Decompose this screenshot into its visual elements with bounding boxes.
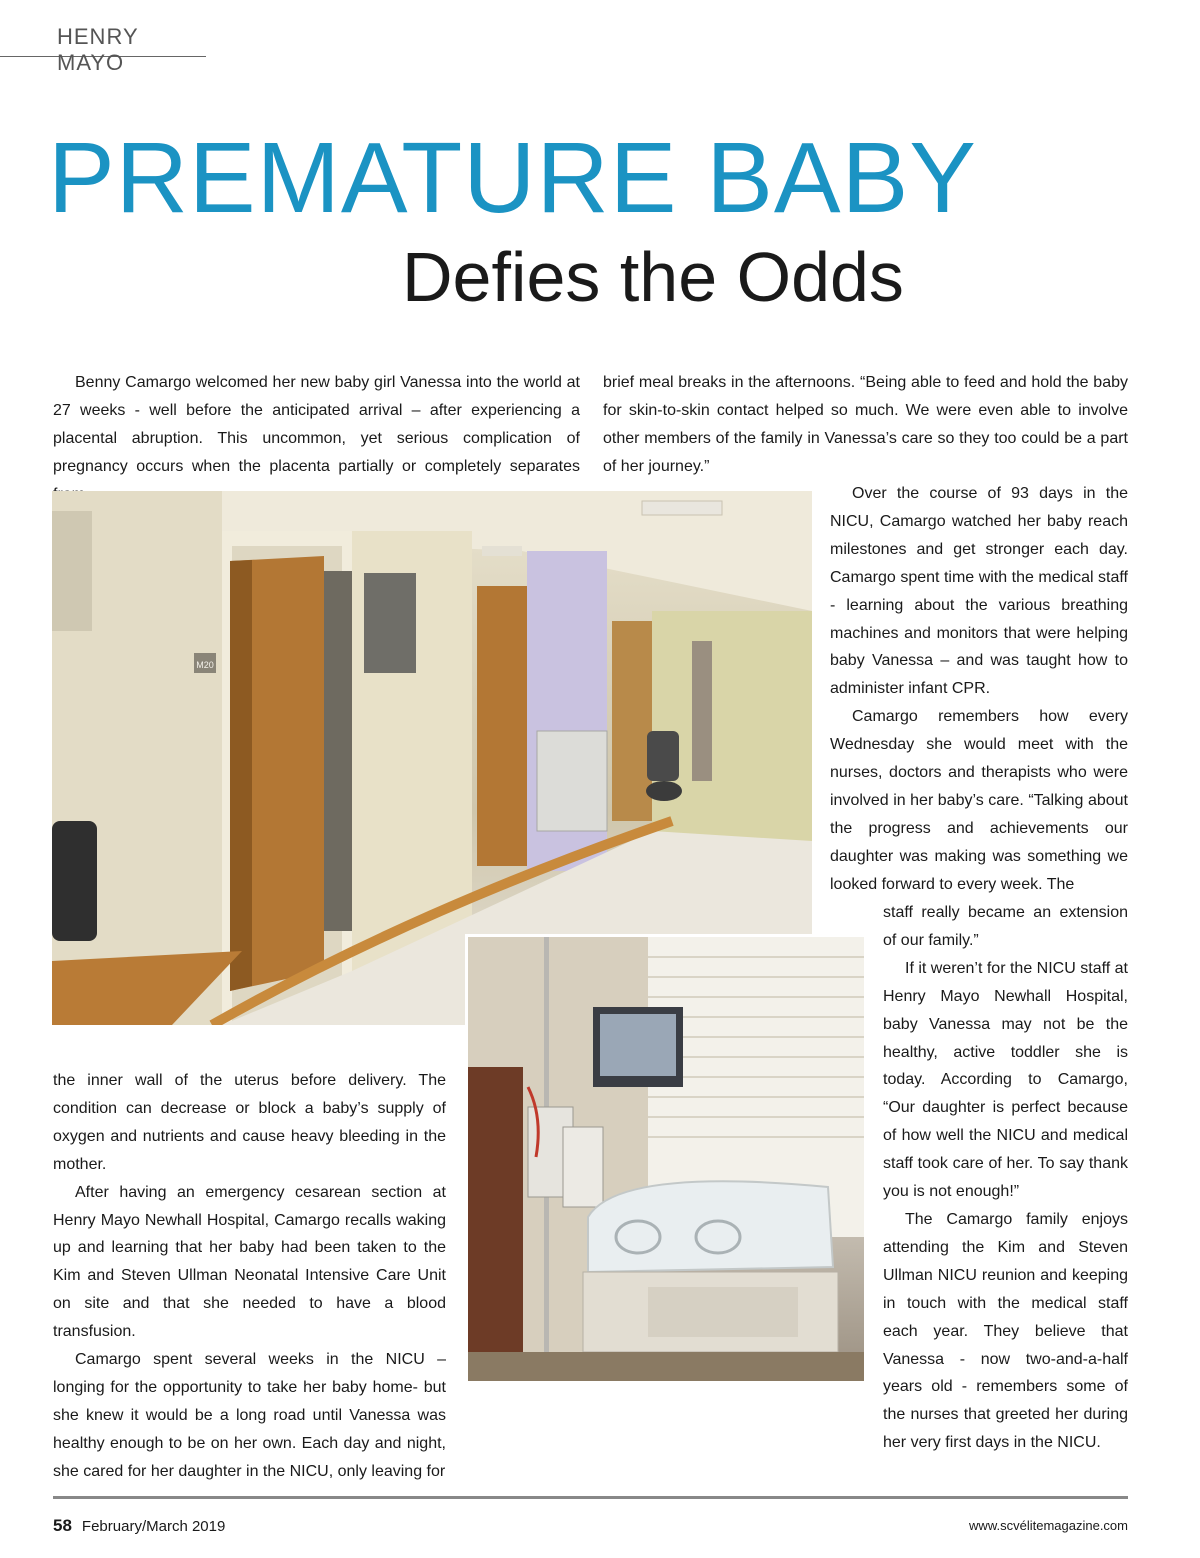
footer-left — [53, 1516, 225, 1536]
article-column-1-top — [53, 369, 580, 509]
article-column-2-middle — [830, 480, 1128, 899]
issue-date: February/March 2019 — [81, 1518, 226, 1535]
incubator-illustration — [468, 937, 864, 1381]
article-column-1-bottom — [53, 1067, 446, 1486]
section-tag — [0, 0, 206, 75]
paragraph: Benny Camargo welcomed her new baby girl Vanessa into the world at 27 weeks - well before the anticipated arrival – after experiencing a placental abruption. This uncommon, yet serious complication of pregnancy occurs when the placenta partially or completely separates — [53, 374, 580, 475]
paragraph: staff really became an extension of our family.” — [883, 904, 1128, 949]
paragraph: The Camargo family enjoys attending the Kim and Steven Ullman NICU reunion and keeping in touch with the medical staff each year. They believe that Vanessa - now two-and-a-half years old - remembers some of the nurses that greeted her during her very first days in the NICU. — [883, 1210, 1128, 1452]
paragraph: After having an emergency cesarean section at Henry Mayo Newhall Hospital, Camargo recalls waking up and learning that her baby had been taken to the Kim and Steven Ullman Neonatal Intensive Care Unit on site and that she needed to have a blood transfusion. — [53, 1183, 446, 1341]
article-column-2-bottom — [883, 899, 1128, 1457]
section-label: HENRY MAYO — [57, 24, 139, 75]
paragraph: If it weren’t for the NICU staff at Henry Mayo Newhall Hospital, baby Vanessa may not be the healthy, active toddler she is today. According to Camargo, “Our daughter is perfect because of how well the NICU and medical staff took care of her. To say thank you is not enough!” — [883, 959, 1128, 1201]
door-sign-text: M20 — [196, 660, 214, 670]
paragraph: the inner wall of the uterus before delivery. The condition can decrease or block a baby’s supply of oxygen and nutrients and cause heavy bleeding in the mother. — [53, 1072, 446, 1173]
article-column-2-top — [603, 369, 1128, 481]
website-url: www.scvélitemagazine.com — [969, 1518, 1128, 1533]
page-number: 58 — [53, 1516, 72, 1535]
paragraph: Camargo remembers how every Wednesday she would meet with the nurses, doctors and therapists who were involved in her baby’s care. “Talking about the progress and achievements our daughter was making was something we looked forward to every week. The — [830, 708, 1128, 893]
nicu-incubator-photo — [465, 934, 864, 1381]
paragraph: brief meal breaks in the afternoons. “Being able to feed and hold the baby for skin-to-skin contact helped so much. We were even able to involve other members of the family in Vanessa’s care so they too could be a part of her journey.” — [603, 374, 1128, 475]
paragraph: Over the course of 93 days in the NICU, Camargo watched her baby reach milestones and get stronger each day. Camargo spent time with the medical staff - learning about the various breathing machines and monitors that were helping baby Vanessa – and was taught how to administer infant CPR. — [830, 485, 1128, 698]
footer-rule — [53, 1496, 1128, 1499]
paragraph: Camargo spent several weeks in the NICU – longing for the opportunity to take her baby home- but she knew it would be a long road until Vanessa was healthy enough to be on her own. Each day and night, she cared for her daughter in the NICU, only leaving for — [53, 1351, 446, 1480]
headline: PREMATURE BABY — [48, 122, 977, 234]
subheadline: Defies the Odds — [402, 238, 904, 316]
